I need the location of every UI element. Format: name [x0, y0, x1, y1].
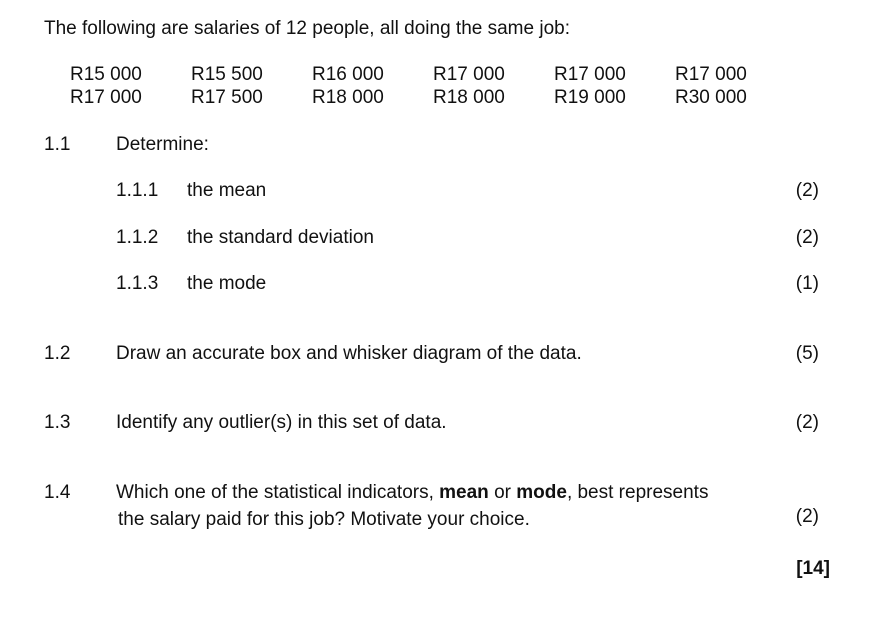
question-text-line-2: the salary paid for this job? Motivate your choice.	[118, 509, 530, 530]
subquestion-number: 1.1.3	[116, 273, 159, 294]
salary-cell: R18 000	[433, 87, 505, 108]
intro-text: The following are salaries of 12 people, all doing the same job:	[44, 18, 570, 39]
text-fragment: or	[488, 482, 517, 503]
subquestion-number: 1.1.1	[116, 180, 159, 201]
marks-label: (1)	[795, 273, 819, 294]
salary-cell: R17 000	[433, 64, 505, 85]
question-text: Identify any outlier(s) in this set of data.	[116, 412, 447, 433]
question-text: Determine:	[116, 134, 209, 155]
salary-cell: R17 000	[554, 64, 626, 85]
marks-label: (2)	[795, 506, 819, 527]
salary-cell: R17 000	[70, 87, 142, 108]
salary-cell: R15 500	[191, 64, 263, 85]
question-number: 1.4	[44, 482, 71, 503]
salary-cell: R16 000	[312, 64, 384, 85]
question-number: 1.3	[44, 412, 71, 433]
salary-cell: R15 000	[70, 64, 142, 85]
marks-label: (5)	[795, 343, 819, 364]
question-text: Draw an accurate box and whisker diagram of the data.	[116, 343, 582, 364]
subquestion-number: 1.1.2	[116, 227, 159, 248]
subquestion-text: the mode	[187, 273, 267, 294]
salary-cell: R30 000	[675, 87, 747, 108]
emphasis-mode: mode	[516, 482, 567, 503]
question-number: 1.1	[44, 134, 71, 155]
emphasis-mean: mean	[439, 482, 489, 503]
text-fragment: , best represents	[566, 482, 709, 503]
salary-cell: R18 000	[312, 87, 384, 108]
question-text-line-1	[116, 482, 708, 504]
subquestion-text: the mean	[187, 180, 267, 201]
marks-label: (2)	[795, 412, 819, 433]
total-marks: [14]	[796, 558, 830, 579]
subquestion-text: the standard deviation	[187, 227, 374, 248]
salary-cell: R17 500	[191, 87, 263, 108]
marks-label: (2)	[795, 180, 819, 201]
salary-cell: R19 000	[554, 87, 626, 108]
marks-label: (2)	[795, 227, 819, 248]
text-fragment: Which one of the statistical indicators,	[116, 482, 440, 503]
salary-cell: R17 000	[675, 64, 747, 85]
question-number: 1.2	[44, 343, 71, 364]
